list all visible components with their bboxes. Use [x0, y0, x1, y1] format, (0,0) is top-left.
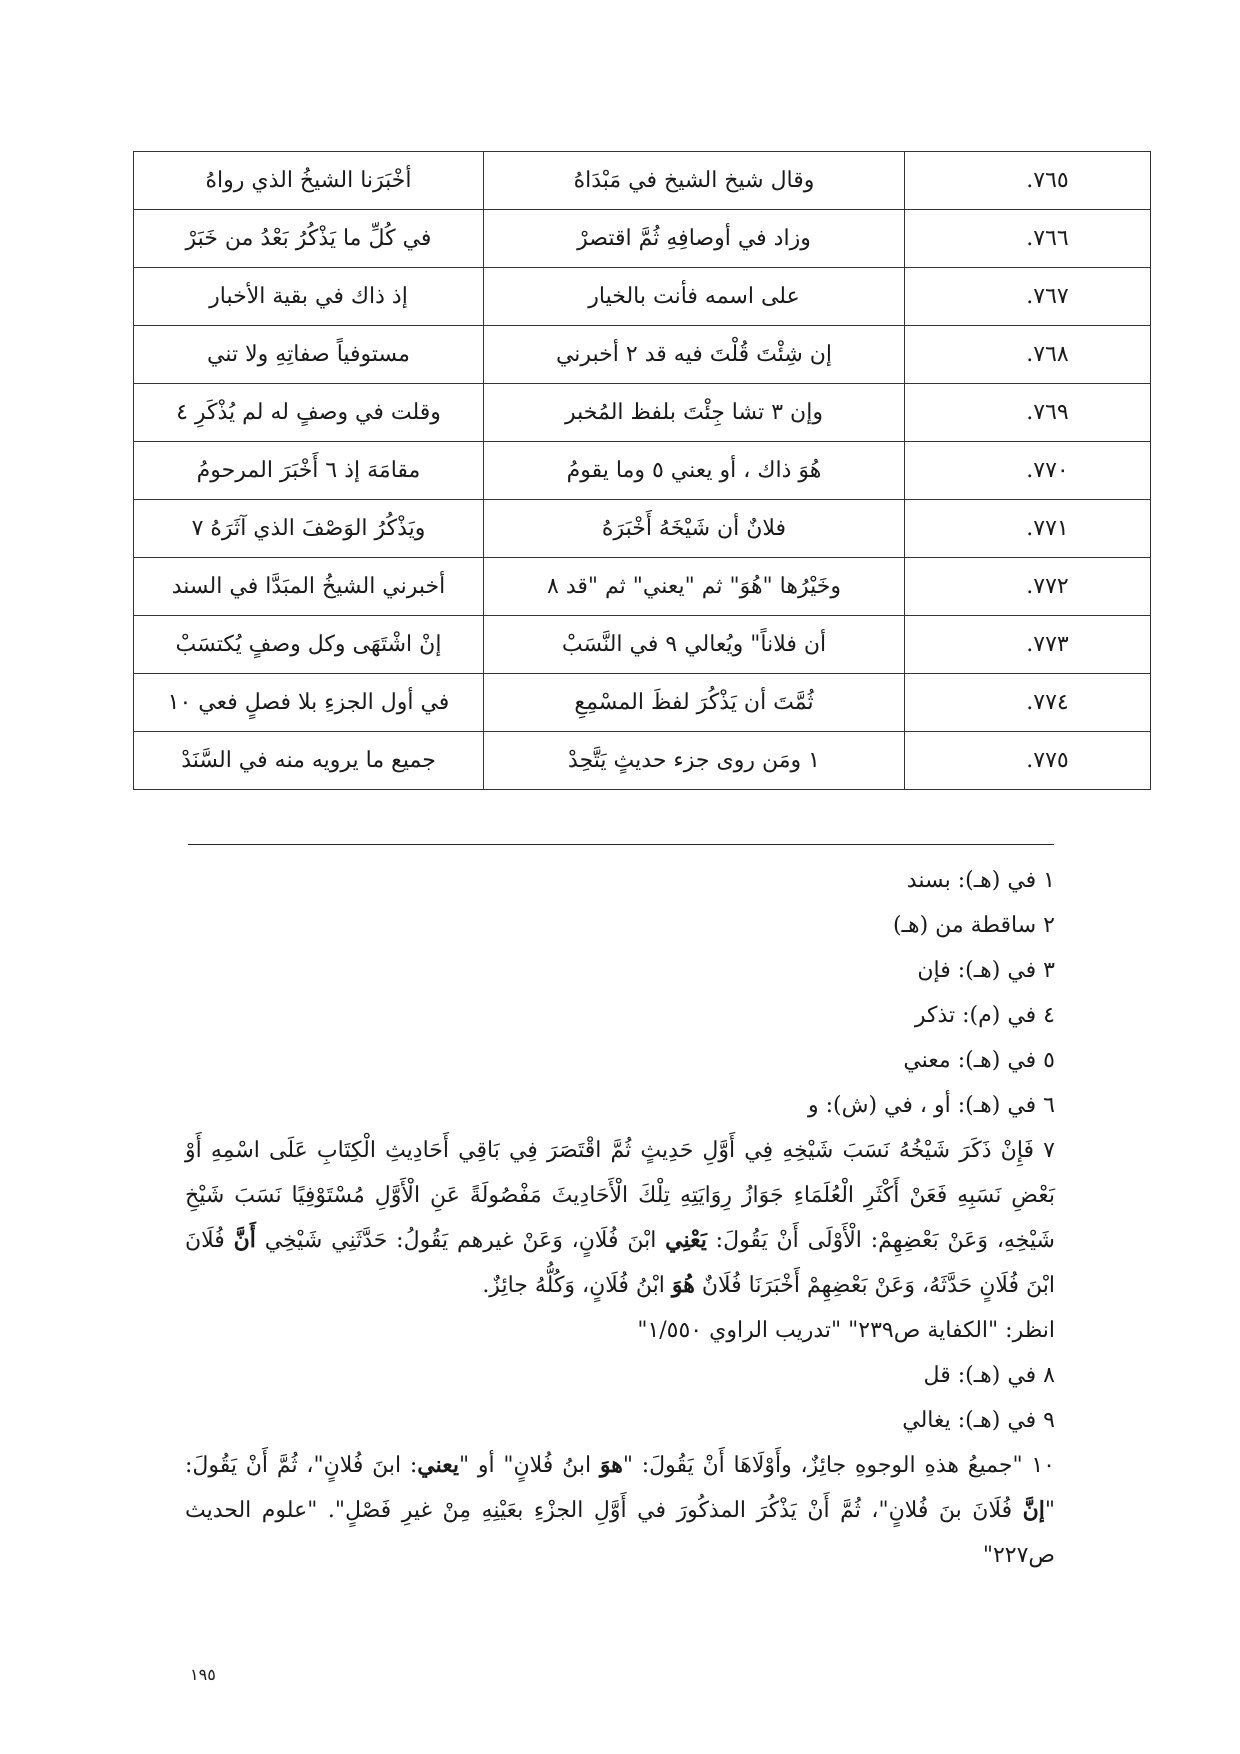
footnote-10-text: ابنُ فُلانٍ" أو " — [459, 1453, 600, 1478]
verse-first-hemistich: وإن ٣ تشا جِئْتَ بلفظ المُخبر — [484, 384, 905, 442]
verse-row — [134, 442, 1151, 500]
verse-first-hemistich: فلانٌ أن شَيْخَهُ أَخْبَرَهُ — [484, 500, 905, 558]
footnote-10 — [185, 1443, 1055, 1578]
verse-second-hemistich: مستوفياً صفاتِهِ ولا تني — [134, 326, 484, 384]
footnote-10-bold: يعني — [417, 1452, 460, 1478]
verse-row — [134, 616, 1151, 674]
footnote-7-text: فُلَانَ ابْنَ فُلَانٍ حَدَّثَهُ، وَعَنْ بَعْضِهِمْ أَخْبَرَنَا فُلَانٌ — [185, 1228, 1055, 1298]
footnote-divider — [188, 844, 1054, 845]
footnote-7 — [185, 1128, 1055, 1308]
verse-second-hemistich: أخْبَرَنا الشيخُ الذي رواهُ — [134, 152, 484, 210]
verse-number: ٧٦٧. — [905, 268, 1151, 326]
footnote-7-bold: يَعْنِي — [665, 1227, 707, 1253]
footnote-7-bold: هُوَ — [671, 1272, 695, 1298]
verse-first-hemistich: هُوَ ذاك ، أو يعني ٥ وما يقومُ — [484, 442, 905, 500]
verse-second-hemistich: وقلت في وصفٍ له لم يُذْكَرِ ٤ — [134, 384, 484, 442]
footnote-9: ٩ في (هـ): يغالي — [902, 1408, 1055, 1433]
verse-row — [134, 152, 1151, 210]
footnote-3: ٣ في (هـ): فإن — [917, 958, 1055, 983]
verse-second-hemistich: في أول الجزءِ بلا فصلٍ فعي ١٠ — [134, 674, 484, 732]
footnote-4: ٤ في (م): تذكر — [914, 1003, 1055, 1028]
verse-second-hemistich: مقامَهَ إذ ٦ أَخْبَرَ المرحومُ — [134, 442, 484, 500]
verse-first-hemistich: وخَيْرُها "هُوَ" ثم "يعني" ثم "قد ٨ — [484, 558, 905, 616]
verse-number: ٧٧٠. — [905, 442, 1151, 500]
footnote-10-bold: هوَ — [599, 1452, 623, 1478]
verse-first-hemistich: وقال شيخ الشيخ في مَبْدَاهُ — [484, 152, 905, 210]
footnote-5: ٥ في (هـ): معني — [903, 1048, 1055, 1073]
footnote-1: ١ في (هـ): بسند — [906, 868, 1055, 893]
verse-number: ٧٦٥. — [905, 152, 1151, 210]
verse-number: ٧٦٦. — [905, 210, 1151, 268]
verse-second-hemistich: إنْ اشْتَهَى وكل وصفٍ يُكتسَبْ — [134, 616, 484, 674]
verse-first-hemistich: ١ ومَن روى جزء حديثٍ يَتَّحِدْ — [484, 732, 905, 790]
verse-number: ٧٧١. — [905, 500, 1151, 558]
footnote-7-bold: أَنَّ — [233, 1227, 256, 1253]
verse-row — [134, 326, 1151, 384]
verse-row — [134, 384, 1151, 442]
verse-row — [134, 674, 1151, 732]
footnotes — [185, 858, 1055, 1578]
verse-number: ٧٧٤. — [905, 674, 1151, 732]
footnote-7-text: ابْنُ فُلَانٍ، وَكُلُّهُ جائِزٌ. — [482, 1273, 672, 1298]
footnote-7-reference: انظر: "الكفاية ص٢٣٩" "تدريب الراوي ١/٥٥٠" — [637, 1318, 1055, 1343]
verse-second-hemistich: ويَذْكُرُ الوَصْفَ الذي آثَرَهُ ٧ — [134, 500, 484, 558]
verse-number: ٧٧٥. — [905, 732, 1151, 790]
footnote-10-text: ١٠ "جميعُ هذهِ الوجوهِ جائِزٌ، وأَوْلَاهَا أَنْ يَقُولَ: " — [622, 1453, 1055, 1478]
verse-row — [134, 268, 1151, 326]
verse-number: ٧٧٢. — [905, 558, 1151, 616]
verse-number: ٧٦٩. — [905, 384, 1151, 442]
verse-number: ٧٦٨. — [905, 326, 1151, 384]
footnote-2: ٢ ساقطة من (هـ) — [892, 913, 1055, 938]
verse-row — [134, 210, 1151, 268]
verse-second-hemistich: أخبرني الشيخُ المبَدَّا في السند — [134, 558, 484, 616]
verse-row — [134, 558, 1151, 616]
verse-first-hemistich: على اسمه فأنت بالخيار — [484, 268, 905, 326]
footnote-10-bold: إنَّ — [1022, 1497, 1045, 1523]
verse-second-hemistich: في كُلِّ ما يَذْكُرُ بَعْدُ من خَبَرْ — [134, 210, 484, 268]
verse-row — [134, 500, 1151, 558]
verse-number: ٧٧٣. — [905, 616, 1151, 674]
footnote-10-text: فُلَانَ بنَ فُلانٍ"، ثُمَّ أَنْ يَذْكُرَ المذكُورَ في أَوَّلِ الجزْءِ بعَيْنِهِ مِنْ غيرِ فَصْلٍ". "علوم الحديث ص٢٢٧" — [185, 1498, 1055, 1568]
footnote-10-text: : ابنَ فُلانٍ"، ثُمَّ أَنْ يَقُولَ: " — [185, 1453, 1055, 1523]
verse-first-hemistich: إن شِئْتَ قُلْتَ فيه قد ٢ أخبرني — [484, 326, 905, 384]
footnote-6: ٦ في (هـ): أو ، في (ش): و — [807, 1093, 1055, 1118]
footnote-7-text: ابْنَ فُلَانٍ، وَعَنْ غيرهم يَقُولُ: حَدَّثَنِي شَيْخِي — [255, 1228, 666, 1253]
verse-first-hemistich: وزاد في أوصافِهِ ثُمَّ اقتصرْ — [484, 210, 905, 268]
footnote-8: ٨ في (هـ): قل — [923, 1363, 1055, 1388]
poem-table — [133, 151, 1151, 790]
verse-second-hemistich: جميع ما يرويه منه في السَّنَدْ — [134, 732, 484, 790]
verse-second-hemistich: إذ ذاك في بقية الأخبار — [134, 268, 484, 326]
footnote-7-text: ٧ فَإِنْ ذَكَرَ شَيْخُهُ نَسَبَ شَيْخِهِ فِي أَوَّلِ حَدِيثٍ ثُمَّ اقْتَصَرَ فِي بَاقِي أَحَادِيثِ الْكِتَابِ عَلَى اسْمِهِ أَوْ بَعْضِ نَسَبِهِ فَعَنْ أَكْثَرِ الْعُلَمَاءِ جَوَازُ رِوَايَتِهِ تِلْكَ الْأَحَادِيثَ مَفْصُولَةً عَنِ الْأَوَّلِ مُسْتَوْفِيًا نَسَبَ شَيْخِ شَيْخِهِ، وَعَنْ بَعْضِهِمْ: الْأَوْلَى أَنْ يَقُولَ: — [185, 1138, 1055, 1253]
verse-row — [134, 732, 1151, 790]
verse-first-hemistich: أن فلاناً" ويُعالي ٩ في النَّسَبْ — [484, 616, 905, 674]
verse-first-hemistich: ثُمَّتَ أن يَذْكُرَ لفظَ المسْمِعِ — [484, 674, 905, 732]
page-number: ١٩٥ — [190, 1665, 216, 1684]
